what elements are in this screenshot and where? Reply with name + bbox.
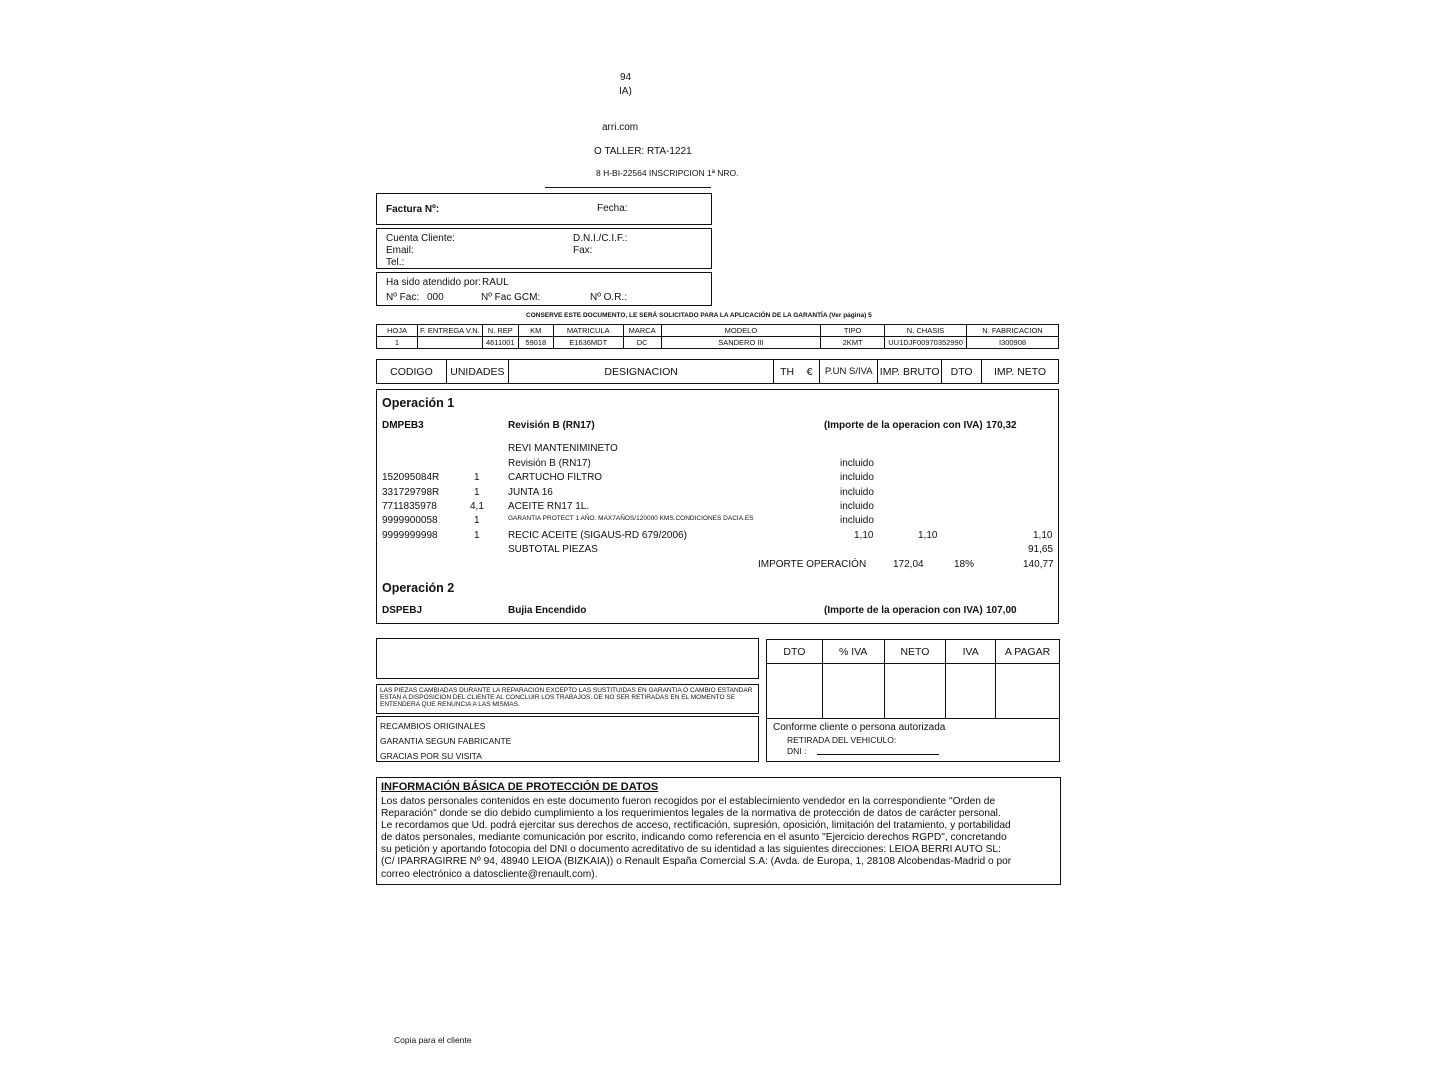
- privacy-line: (C/ IPARRAGIRRE Nº 94, 48940 LEIOA (BIZKAIA)) o Renault España Comercial S.A: (Avda. de Europa, 1, 28108 Alcobendas-Madrid o por: [381, 856, 1012, 868]
- item-units: 4,1: [470, 501, 484, 512]
- op1-importe-label: (Importe de la operacion con IVA): [824, 420, 983, 431]
- privacy-line: correo electrónico a datoscliente@renault.com).: [381, 868, 598, 880]
- vehicle-value-cell: DC: [623, 337, 661, 349]
- subtotal-value: 91,65: [1028, 544, 1054, 555]
- item-neto: 1,10: [1033, 530, 1053, 541]
- item-units: 1: [474, 487, 480, 498]
- privacy-line: Le recordamos que Ud. podrá ejercitar sus derechos de acceso, rectificación, supresión, oposición, limitación del tratamiento, y portabilidad: [381, 820, 1011, 832]
- cuenta-label: Cuenta Cliente:: [386, 233, 455, 244]
- vehicle-value-cell: SANDERO III: [661, 337, 821, 349]
- vehicle-value-cell: 59018: [518, 337, 553, 349]
- vehicle-value-cell: 2KMT: [821, 337, 885, 349]
- totals-header-pagar: A PAGAR: [996, 640, 1060, 664]
- vehicle-header-cell: MARCA: [623, 325, 661, 337]
- item-bruto: 1,10: [918, 530, 938, 541]
- dni-label: D.N.I./C.I.F.:: [573, 233, 628, 244]
- header-line-1: 94: [620, 72, 632, 83]
- item-code: 331729798R: [382, 487, 440, 498]
- vehicle-value-cell: 1: [377, 337, 418, 349]
- vehicle-header-cell: TIPO: [821, 325, 885, 337]
- op2-importe-label: (Importe de la operacion con IVA): [824, 605, 983, 616]
- totals-header-dto: DTO: [767, 640, 823, 664]
- item-units: 1: [474, 515, 480, 526]
- nfac-label: Nº Fac:: [386, 292, 420, 303]
- vehicle-header-row: [377, 325, 1059, 337]
- list-item: [382, 515, 1054, 531]
- vehicle-header-cell: KM: [518, 325, 553, 337]
- factura-label: Factura Nº:: [386, 204, 440, 215]
- vehicle-header-cell: F. ENTREGA V.N.: [417, 325, 482, 337]
- privacy-line: su petición y aportando fotocopia del DNI o documento acreditativo de su identidad a las siguientes direcciones: LEIOA BERRI AUTO SL:: [381, 844, 1001, 856]
- vehicle-header-cell: N. REP: [482, 325, 518, 337]
- col-neto: IMP. NETO: [982, 360, 1059, 384]
- op2-code: DSPEBJ: [382, 605, 423, 616]
- item-desc: CARTUCHO FILTRO: [508, 472, 603, 483]
- privacy-title: INFORMACIÓN BÁSICA DE PROTECCIÓN DE DATOS: [381, 781, 659, 793]
- retirada-text: RETIRADA DEL VEHICULO:: [787, 735, 897, 745]
- garantia-text: GARANTIA SEGUN FABRICANTE: [380, 736, 512, 746]
- totals-header-neto: NETO: [884, 640, 946, 664]
- item-desc: JUNTA 16: [508, 487, 553, 498]
- columns-header-table: [376, 359, 1059, 384]
- op2-importe-value: 107,00: [986, 605, 1017, 616]
- totals-header-iva-pct: % IVA: [822, 640, 884, 664]
- item-units: 1: [474, 530, 480, 541]
- item-code: 152095084R: [382, 472, 440, 483]
- vehicle-header-cell: N. FABRICACION: [967, 325, 1059, 337]
- email-label: Email:: [386, 245, 414, 256]
- col-dto: DTO: [942, 360, 982, 384]
- vehicle-header-cell: MATRICULA: [553, 325, 623, 337]
- header-email: arri.com: [602, 122, 639, 133]
- nor-label: Nº O.R.:: [590, 292, 627, 303]
- copy-label: Copia para el cliente: [394, 1035, 472, 1045]
- vehicle-value-cell: 4611001: [482, 337, 518, 349]
- item-status: incluido: [840, 487, 874, 498]
- item-pun: 1,10: [854, 530, 874, 541]
- recambios-box: [376, 716, 759, 762]
- privacy-line: Los datos personales contenidos en este documento fueron recogidos por el establecimiento vendedor en la correspondiente "Orden de: [381, 796, 996, 807]
- importe-op-neto: 140,77: [1023, 559, 1054, 570]
- col-codigo: CODIGO: [377, 360, 447, 384]
- importe-op-dto: 18%: [954, 559, 975, 570]
- conforme-text: Conforme cliente o persona autorizada: [773, 722, 946, 733]
- list-item: [382, 530, 1054, 544]
- header-inscripcion: 8 H-BI-22564 INSCRIPCION 1ª NRO.: [596, 168, 739, 178]
- dni-signature-line: [817, 754, 939, 755]
- totals-cell: [946, 664, 996, 719]
- op1-name: Revisión B (RN17): [508, 420, 595, 431]
- totals-cell: [822, 664, 884, 719]
- attended-box: [376, 272, 712, 306]
- col-bruto: IMP. BRUTO: [878, 360, 942, 384]
- atendido-label: Ha sido atendido por:: [386, 277, 482, 288]
- notes-box: [376, 638, 759, 679]
- vehicle-header-cell: MODELO: [661, 325, 821, 337]
- totals-cell: [884, 664, 946, 719]
- privacy-box: [376, 777, 1061, 885]
- item-status: incluido: [840, 472, 874, 483]
- invoice-number-box: [376, 193, 712, 225]
- col-unidades: UNIDADES: [446, 360, 508, 384]
- vehicle-header-cell: HOJA: [377, 325, 418, 337]
- vehicle-value-cell: UU1DJF00970352990: [885, 337, 967, 349]
- totals-table: [766, 639, 1060, 719]
- col-euro: €: [800, 360, 820, 384]
- fecha-label: Fecha:: [597, 203, 628, 214]
- warranty-notice: CONSERVE ESTE DOCUMENTO, LE SERÁ SOLICITADO PARA LA APLICACIÓN DE LA GARANTÍA (Ver página) 5: [526, 312, 872, 319]
- op1-desc2-status: incluido: [840, 458, 874, 469]
- vehicle-table: [376, 324, 1059, 349]
- divider: [545, 187, 711, 188]
- item-code: 7711835978: [382, 501, 437, 512]
- dni-text: DNI :: [787, 746, 807, 756]
- col-pun: P.UN S/IVA: [820, 360, 878, 384]
- tel-label: Tel.:: [386, 257, 405, 268]
- col-th: TH: [774, 360, 800, 384]
- item-code: 9999999998: [382, 530, 438, 541]
- op2-name: Bujia Encendido: [508, 605, 587, 616]
- col-designacion: DESIGNACION: [508, 360, 773, 384]
- list-item: [382, 472, 1054, 486]
- op1-title: Operación 1: [382, 396, 455, 410]
- op2-title: Operación 2: [382, 581, 455, 595]
- totals-cell: [996, 664, 1060, 719]
- totals-header-iva: IVA: [946, 640, 996, 664]
- nfac-gcm-label: Nº Fac GCM:: [481, 292, 541, 303]
- importe-op-bruto: 172,04: [893, 559, 924, 570]
- vehicle-value-cell: I300908: [967, 337, 1059, 349]
- privacy-text: [381, 796, 1011, 881]
- op1-code: DMPEB3: [382, 420, 424, 431]
- subtotal-label: SUBTOTAL PIEZAS: [508, 544, 598, 555]
- header-taller: O TALLER: RTA-1221: [594, 146, 692, 157]
- piezas-notice-box: [376, 684, 759, 714]
- item-status: incluido: [840, 501, 874, 512]
- piezas-notice: LAS PIEZAS CAMBIADAS DURANTE LA REPARACION EXCEPTO LAS SUSTITUIDAS EN GARANTIA O CAMBIO ESTANDAR ESTAN A DISPOSICION DEL CLIENTE AL CONCLUIR LOS TRABAJOS. DE NO SER RETIRADAS EN EL MOMENTO SE ENTENDERA QUE RENUNCIA A LAS MISMAS.: [380, 687, 753, 708]
- list-item: [382, 487, 1054, 501]
- header-line-2: IA): [619, 86, 632, 97]
- privacy-line: de datos personales, mediante comunicación por escrito, indicando como referencia en el asunto "Ejercicio derechos RGPD", concretando: [381, 832, 1007, 844]
- signature-box: [766, 718, 1060, 762]
- op1-importe-value: 170,32: [986, 420, 1017, 431]
- vehicle-header-cell: N. CHASIS: [885, 325, 967, 337]
- gracias-text: GRACIAS POR SU VISITA: [380, 751, 482, 761]
- client-box: [376, 228, 712, 269]
- op1-desc2: Revisión B (RN17): [508, 458, 591, 469]
- nfac-value: 000: [427, 292, 444, 303]
- item-status: incluido: [840, 515, 874, 526]
- totals-cell: [767, 664, 823, 719]
- fax-label: Fax:: [573, 245, 593, 256]
- item-desc: GARANTIA PROTECT 1 AÑO. MAX7AÑOS/120000 KMS.CONDICIONES DACIA.ES: [508, 515, 754, 522]
- list-item: [382, 501, 1054, 515]
- item-desc: RECIC ACEITE (SIGAUS-RD 679/2006): [508, 530, 687, 541]
- vehicle-value-cell: E1636MDT: [553, 337, 623, 349]
- vehicle-value-cell: [417, 337, 482, 349]
- vehicle-value-row: [377, 337, 1059, 349]
- recambios-text: RECAMBIOS ORIGINALES: [380, 721, 486, 731]
- item-code: 9999900058: [382, 515, 438, 526]
- privacy-line: Reparación" donde se dio debido cumplimiento a los requerimientos legales de la normativa de protección de datos de carácter personal.: [381, 808, 1001, 820]
- atendido-value: RAUL: [482, 277, 509, 288]
- item-units: 1: [474, 472, 480, 483]
- importe-op-label: IMPORTE OPERACIÓN: [758, 559, 867, 570]
- op1-desc1: REVI MANTENIMINETO: [508, 443, 618, 454]
- item-desc: ACEITE RN17 1L.: [508, 501, 590, 512]
